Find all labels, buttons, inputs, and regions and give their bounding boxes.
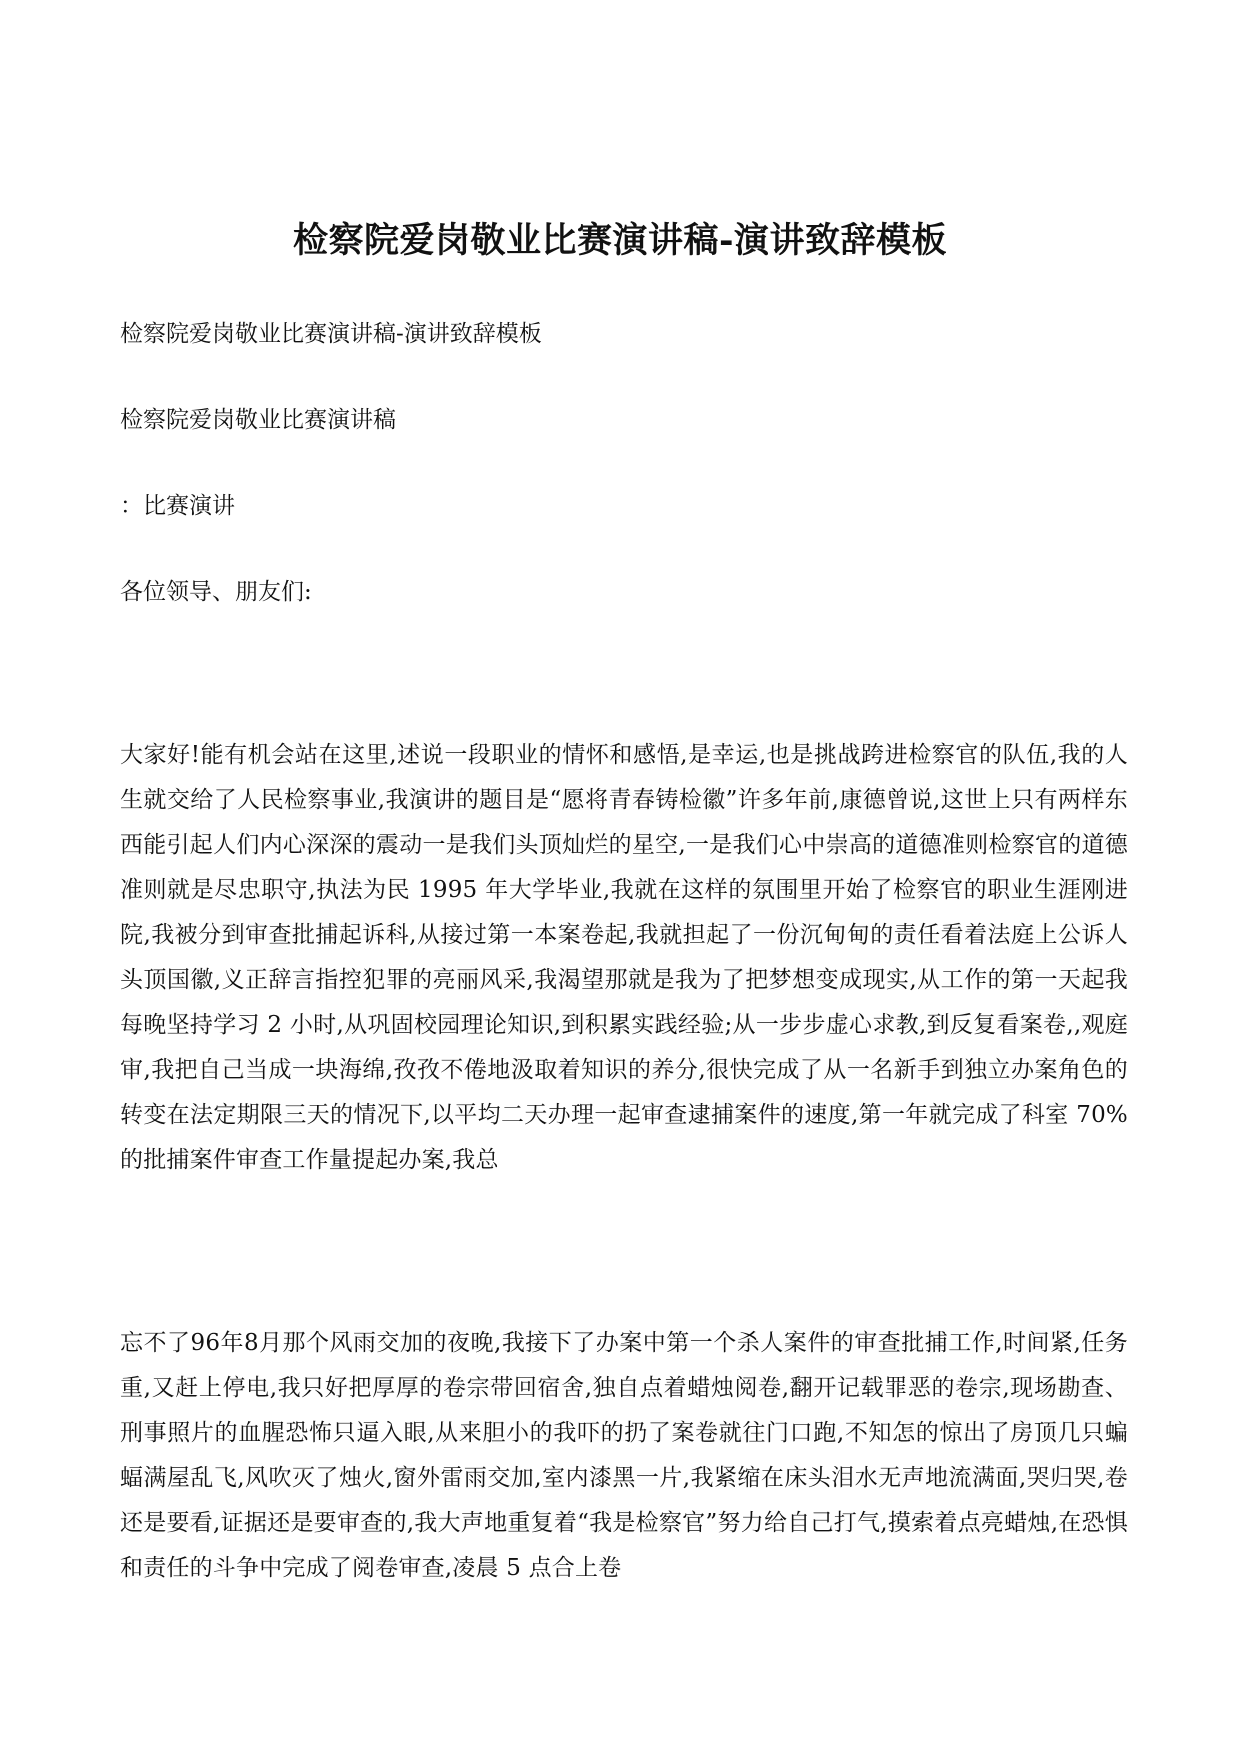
document-title: 检察院爱岗敬业比赛演讲稿-演讲致辞模板 [292,220,948,261]
body-paragraph-1: 大家好!能有机会站在这里,述说一段职业的情怀和感悟,是幸运,也是挑战跨进检察官的队伍,我的人生就交给了人民检察事业,我演讲的题目是“愿将青春铸检徽”许多年前,康德曾说,这世上只有两样东西能引起人们内心深深的震动一是我们头顶灿烂的星空,一是我们心中崇高的道德准则检察官的道德准则就是尽忠职守,执法为民 1995 年大学毕业,我就在这样的氛围里开始了检察官的职业生涯刚进院,我被分到审查批捕起诉科,从接过第一本案卷起,我就担起了一份沉甸甸的责任看着法庭上公诉人头顶国徽,义正辞言指控犯罪的亮丽风采,我渴望那就是我为了把梦想变成现实,从工作的第一天起我每晚坚持学习 2 小时,从巩固校园理论知识,到积累实践经验;从一步步虚心求教,到反复看案卷,,观庭审,我把自己当成一块海绵,孜孜不倦地汲取着知识的养分,很快完成了从一名新手到独立办案角色的转变在法定期限三天的情况下,以平均二天办理一起审查逮捕案件的速度,第一年就完成了科室 70%的批捕案件审查工作量提起办案,我总 [120,742,1128,1173]
salutation: 各位领导、朋友们: [120,579,312,605]
body-paragraph-2: 忘不了96年8月那个风雨交加的夜晚,我接下了办案中第一个杀人案件的审查批捕工作,时间紧,任务重,又赶上停电,我只好把厚厚的卷宗带回宿舍,独自点着蜡烛阅卷,翻开记载罪恶的卷宗,现场勘查、刑事照片的血腥恐怖只逼入眼,从来胆小的我吓的扔了案卷就往门口跑,不知怎的惊出了房顶几只蝙蝠满屋乱飞,风吹灭了烛火,窗外雷雨交加,室内漆黑一片,我紧缩在床头泪水无声地流满面,哭归哭,卷还是要看,证据还是要审查的,我大声地重复着“我是检察官”努力给自己打气,摸索着点亮蜡烛,在恐惧和责任的斗争中完成了阅卷审查,凌晨 5 点合上卷 [120,1330,1128,1581]
keyword-line: ：比赛演讲 [120,493,235,519]
speech-title-line: 检察院爱岗敬业比赛演讲稿 [120,407,396,433]
subtitle-line: 检察院爱岗敬业比赛演讲稿-演讲致辞模板 [120,321,542,347]
